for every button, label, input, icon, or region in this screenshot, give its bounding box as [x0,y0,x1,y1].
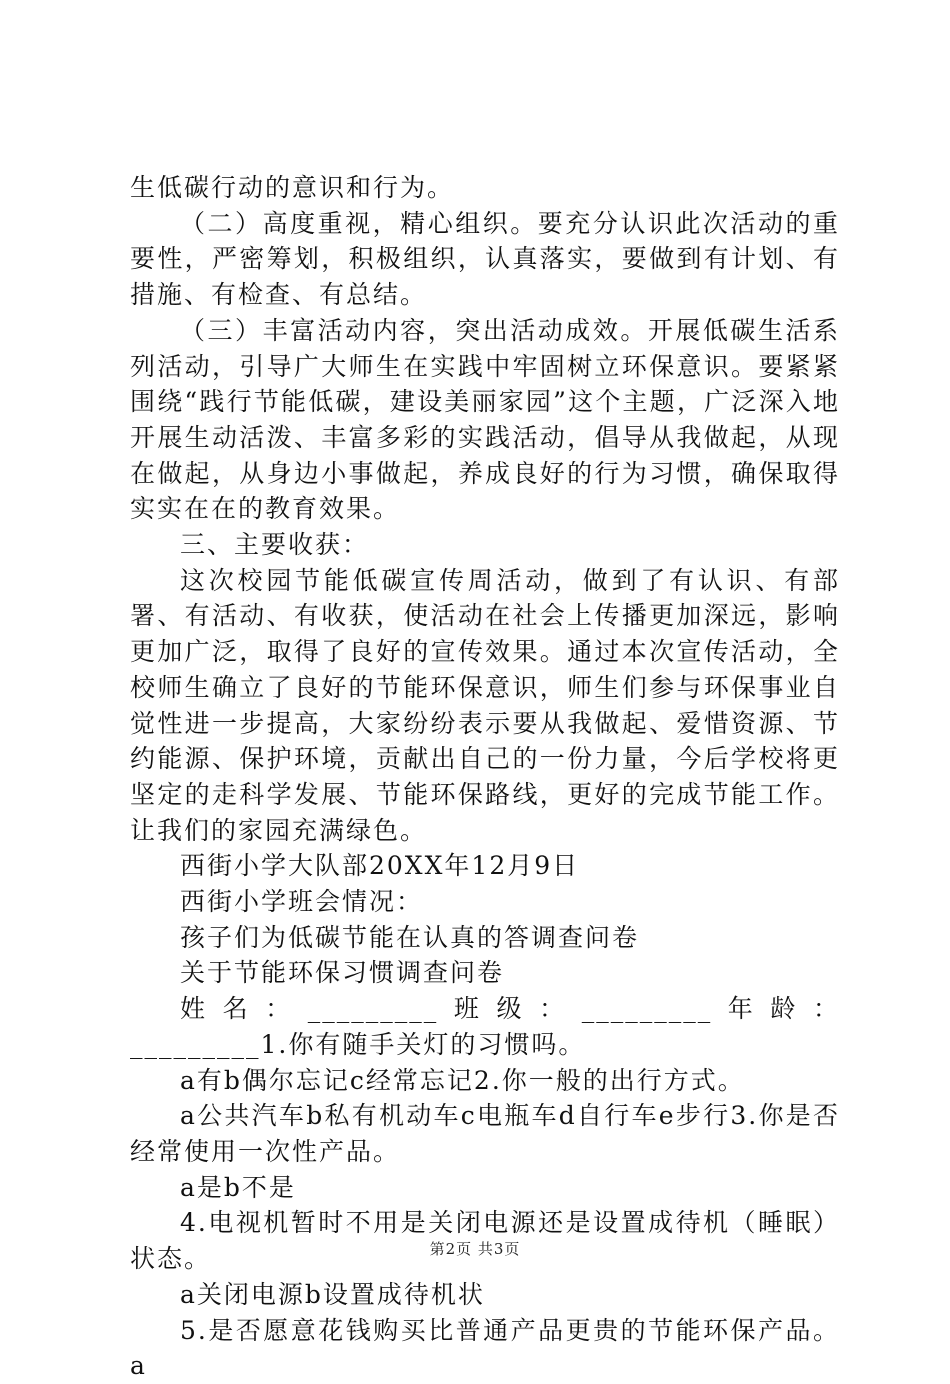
survey-answer-3: a是b不是 [180,1172,296,1202]
paragraph-4: 这次校园节能低碳宣传周活动，做到了有认识、有部署、有活动、有收获，使活动在社会上传播更加深远，影响更加广泛，取得了良好的宣传效果。通过本次宣传活动，全校师生确立了良好的节能环保意识，师生们参与环保事业自觉性进一步提高，大家纷纷表示要从我做起、爱惜资源、节约能源、保护环境，贡献出自己的一份力量，今后学校将更坚定的走科学发展、节能环保路线，更好的完成节能工作。让我们的家园充满绿色。 [130,565,840,845]
signature-date: 西街小学大队部20XX年12月9日 [180,851,580,881]
survey-question-5: 5.是否愿意花钱购买比普通产品更贵的节能环保产品。a [130,1315,840,1381]
survey-answer-1: a有b偶尔忘记c经常忘记2.你一般的出行方式。 [180,1065,745,1095]
survey-answer-4: a关闭电源b设置成待机状 [180,1279,485,1309]
survey-question-4: 4.电视机暂时不用是关闭电源还是设置成待机（睡眠）状态。 [130,1208,840,1274]
body-text [130,170,840,1384]
paragraph-2: （二）高度重视，精心组织。要充分认识此次活动的重要性，严密筹划，积极组织，认真落实，要做到有计划、有措施、有检查、有总结。 [130,208,840,310]
class-meeting-line: 西街小学班会情况： [180,887,424,917]
survey-title: 关于节能环保习惯调查问卷 [180,958,505,988]
caption-line: 孩子们为低碳节能在认真的答调查问卷 [180,922,640,952]
paragraph-3: （三）丰富活动内容，突出活动成效。开展低碳生活系列活动，引导广大师生在实践中牢固树立环保意识。要紧紧围绕“践行节能低碳，建设美丽家园”这个主题，广泛深入地开展生动活泼、丰富多彩的实践活动，倡导从我做起，从现在做起，从身边小事做起，养成良好的行为习惯，确保取得实实在在的教育效果。 [130,315,840,524]
paragraph-1: 生低碳行动的意识和行为。 [130,173,455,202]
page-footer: 第2页 共3页 [429,1240,521,1258]
survey-question-1: 姓名：_________班级：_________年龄：_________1.你有随手关灯的习惯吗。 [130,994,840,1059]
section-heading: 三、主要收获： [180,530,370,560]
survey-answer-2: a公共汽车b私有机动车c电瓶车d自行车e步行3.你是否经常使用一次性产品。 [130,1101,840,1166]
